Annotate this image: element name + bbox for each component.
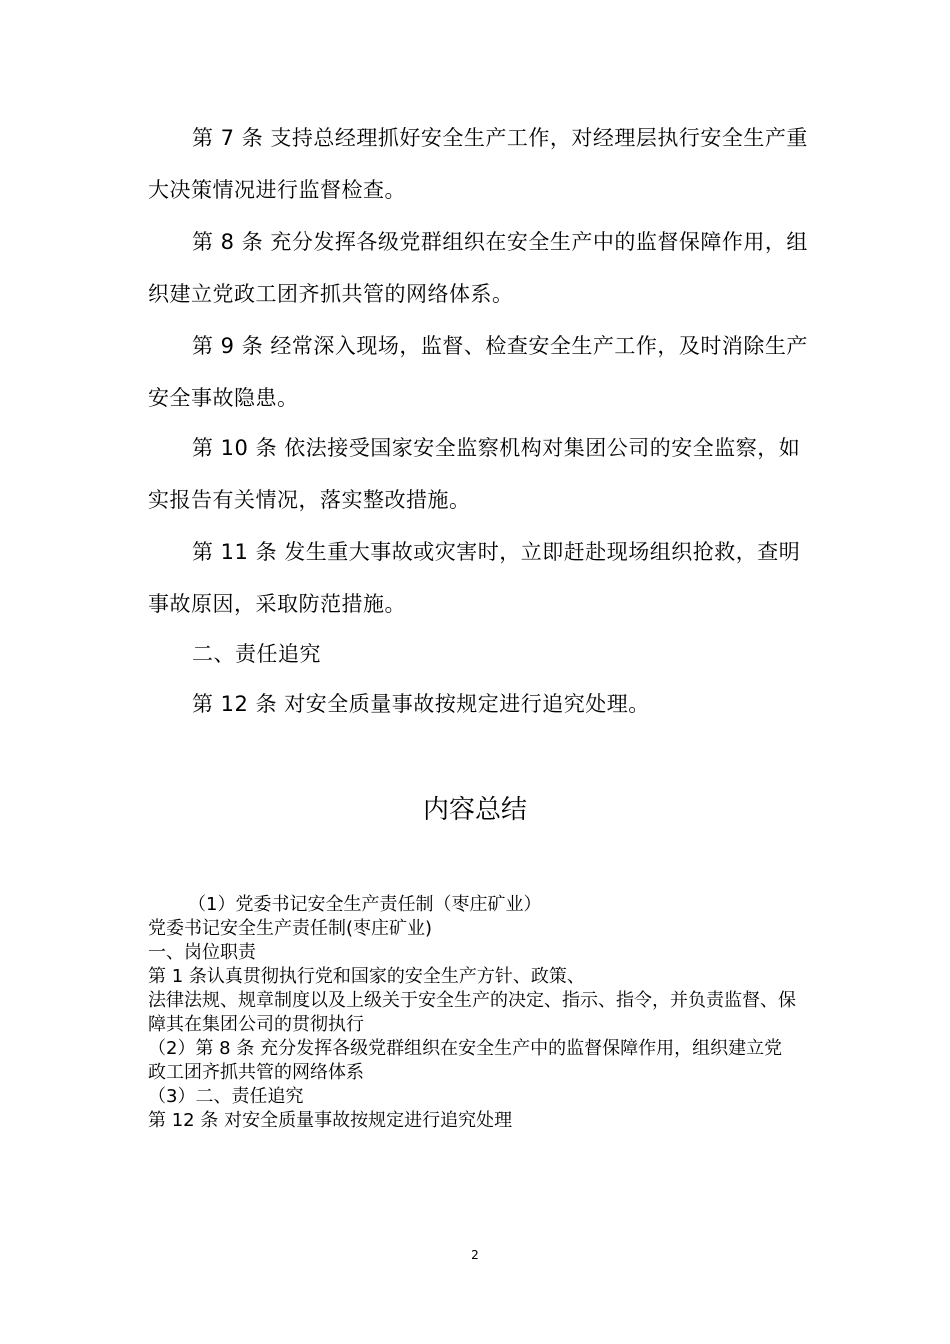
article-12-paragraph: 第 12 条 对安全质量事故按规定进行追究处理。 — [192, 692, 650, 716]
article-11-paragraph: 第 11 条 发生重大事故或灾害时，立即赶赴现场组织抢救，查明事故原因，采取防范措施。 — [148, 540, 801, 616]
summary-line: 一、岗位职责 — [148, 942, 256, 963]
page-number: 2 — [471, 1248, 479, 1262]
section-heading-accountability: 二、责任追究 — [192, 642, 321, 666]
summary-line: 党委书记安全生产责任制(枣庄矿业) — [148, 918, 433, 939]
summary-line: 第 1 条认真贯彻执行党和国家的安全生产方针、政策、 — [148, 966, 585, 987]
article-8-paragraph: 第 8 条 充分发挥各级党群组织在安全生产中的监督保障作用，组织建立党政工团齐抓共管的网络体系。 — [148, 230, 808, 306]
summary-line: 法律法规、规章制度以及上级关于安全生产的决定、指示、指令，并负责监督、保障其在集团公司的贯彻执行 — [148, 990, 796, 1035]
summary-line: （3）二、责任追究 — [148, 1086, 304, 1107]
article-9-paragraph: 第 9 条 经常深入现场，监督、检查安全生产工作，及时消除生产安全事故隐患。 — [148, 334, 808, 410]
summary-line: （1）党委书记安全生产责任制（枣庄矿业） — [188, 894, 542, 915]
article-10-paragraph: 第 10 条 依法接受国家安全监察机构对集团公司的安全监察，如实报告有关情况，落实整改措施。 — [148, 436, 801, 512]
summary-title: 内容总结 — [422, 795, 527, 825]
summary-line: 第 12 条 对安全质量事故按规定进行追究处理 — [148, 1110, 513, 1131]
summary-line: （2）第 8 条 充分发挥各级党群组织在安全生产中的监督保障作用，组织建立党政工团齐抓共管的网络体系 — [148, 1038, 783, 1083]
article-7-paragraph: 第 7 条 支持总经理抓好安全生产工作，对经理层执行安全生产重大决策情况进行监督检查。 — [148, 126, 808, 202]
